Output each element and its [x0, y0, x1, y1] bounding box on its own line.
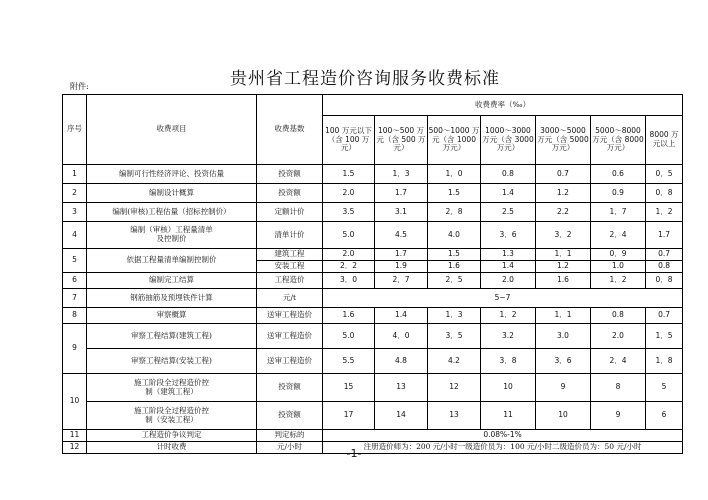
rate-cell: 1.6	[428, 261, 481, 273]
rate-cell: 1.4	[481, 184, 536, 203]
rate-cell: 0.7	[646, 249, 683, 261]
rate-cell: 2．4	[591, 222, 646, 249]
rate-cell: 12	[428, 374, 481, 402]
row-number: 11	[63, 430, 87, 442]
rate-cell: 2．4	[591, 349, 646, 374]
rate-cell: 0.7	[646, 308, 683, 324]
row-basis: 送审工程造价	[257, 308, 323, 324]
rate-cell: 4.8	[375, 349, 428, 374]
row-item: 审察工程结算(安装工程)	[87, 349, 257, 374]
rate-cell: 17	[323, 402, 375, 430]
rate-cell: 2.5	[481, 203, 536, 222]
rate-cell: 5.0	[323, 222, 375, 249]
attachment-label: 附件:	[70, 82, 89, 91]
rate-cell: 13	[428, 402, 481, 430]
rate-cell: 0.6	[591, 165, 646, 184]
row-number: 4	[63, 222, 87, 249]
rate-cell: 3．5	[428, 324, 481, 349]
rate-cell: 13	[375, 374, 428, 402]
rate-cell: 3．0	[323, 273, 375, 289]
merged-rate-cell: 5~7	[323, 289, 683, 308]
rate-cell: 1．3	[428, 308, 481, 324]
row-item: 工程造价争议判定	[87, 430, 257, 442]
rate-cell: 3．6	[481, 222, 536, 249]
rate-cell: 1.2	[536, 184, 591, 203]
rate-cell: 2．8	[428, 203, 481, 222]
rate-cell: 0.8	[591, 308, 646, 324]
rate-cell: 5.5	[323, 349, 375, 374]
header-basis: 收费基数	[257, 95, 323, 165]
rate-cell: 1.6	[323, 308, 375, 324]
row-number: 8	[63, 308, 87, 324]
rate-cell: 0．8	[646, 184, 683, 203]
row-item: 审察概算	[87, 308, 257, 324]
row-item: 依据工程量清单编制控制价	[87, 249, 257, 273]
rate-cell: 2．2	[323, 261, 375, 273]
tier-header: 100～500 万元（含 500 万元）	[375, 116, 428, 165]
row-number: 1	[63, 165, 87, 184]
rate-cell: 1.0	[591, 261, 646, 273]
row-item: 审察工程结算(建筑工程)	[87, 324, 257, 349]
rate-cell: 0.7	[536, 165, 591, 184]
rate-cell: 1.5	[428, 249, 481, 261]
rate-cell: 11	[481, 402, 536, 430]
rate-cell: 2.2	[536, 203, 591, 222]
row-number: 5	[63, 249, 87, 273]
rate-cell: 2.0	[323, 184, 375, 203]
rate-cell: 0．8	[646, 273, 683, 289]
table-row	[63, 430, 683, 442]
row-number: 7	[63, 289, 87, 308]
table-row	[63, 308, 683, 324]
rate-cell: 3.0	[536, 324, 591, 349]
rate-cell: 2.0	[481, 273, 536, 289]
rate-cell: 1.4	[481, 261, 536, 273]
row-number: 6	[63, 273, 87, 289]
rate-cell: 0．5	[646, 165, 683, 184]
rate-cell: 1.7	[375, 184, 428, 203]
rate-cell: 0.8	[646, 261, 683, 273]
rate-cell: 1.6	[536, 273, 591, 289]
row-basis: 清单计价	[257, 222, 323, 249]
fee-table	[62, 94, 683, 454]
table-row	[63, 374, 683, 402]
row-item: 计时收费	[87, 442, 257, 454]
rate-cell: 1.7	[646, 222, 683, 249]
row-basis: 工程造价	[257, 273, 323, 289]
rate-cell: 10	[536, 402, 591, 430]
row-item: 编制(审核)工程估量（招标控制价）	[87, 203, 257, 222]
table-row	[63, 273, 683, 289]
rate-cell: 5	[646, 374, 683, 402]
row-item: 编制可行性经济评论、投资估量	[87, 165, 257, 184]
rate-cell: 1.5	[428, 184, 481, 203]
rate-cell: 4.0	[428, 222, 481, 249]
rate-cell: 15	[323, 374, 375, 402]
row-basis: 送审工程造价	[257, 349, 323, 374]
row-basis: 元/小时	[257, 442, 323, 454]
rate-cell: 3．2	[536, 222, 591, 249]
rate-cell: 2．7	[375, 273, 428, 289]
rate-cell: 8	[591, 374, 646, 402]
row-item: 编制完工结算	[87, 273, 257, 289]
table-row	[63, 165, 683, 184]
table-row	[63, 402, 683, 430]
rate-cell: 9	[591, 402, 646, 430]
rate-cell: 4.2	[428, 349, 481, 374]
rate-cell: 14	[375, 402, 428, 430]
rate-cell: 0．9	[591, 249, 646, 261]
table-row	[63, 349, 683, 374]
table-row	[63, 249, 683, 261]
page-number: -1-	[346, 447, 362, 460]
row-basis: 投资额	[257, 184, 323, 203]
rate-cell: 0.9	[591, 184, 646, 203]
rate-cell: 3.1	[375, 203, 428, 222]
rate-cell: 4．0	[375, 324, 428, 349]
page-title: 贵州省工程造价咨询服务收费标准	[230, 69, 500, 89]
rate-cell: 2.0	[323, 249, 375, 261]
row-basis: 投资额	[257, 374, 323, 402]
rate-cell: 1．2	[591, 273, 646, 289]
header-item: 收费项目	[87, 95, 257, 165]
rate-cell: 1.9	[375, 261, 428, 273]
rate-cell: 1．7	[591, 203, 646, 222]
row-basis: 判定标的	[257, 430, 323, 442]
row-item: 钢筋抽筋及预埋铁件计算	[87, 289, 257, 308]
row-number: 12	[63, 442, 87, 454]
header-row	[63, 95, 683, 116]
rate-cell: 1．3	[375, 165, 428, 184]
rate-cell: 2．5	[428, 273, 481, 289]
tier-header: 500～1000 万元（含 1000 万元）	[428, 116, 481, 165]
row-basis: 投资额	[257, 402, 323, 430]
tier-header: 8000 万元以上	[646, 116, 683, 165]
header-rate-group: 收费费率（‰）	[323, 95, 683, 116]
row-item: 编制设计概算	[87, 184, 257, 203]
rate-cell: 4.5	[375, 222, 428, 249]
row-number: 2	[63, 184, 87, 203]
row-number: 10	[63, 374, 87, 430]
row-number: 9	[63, 324, 87, 374]
rate-cell: 1．5	[646, 324, 683, 349]
rate-cell: 1．2	[481, 308, 536, 324]
tier-header: 3000～5000 万元（含 5000 万元）	[536, 116, 591, 165]
rate-cell: 1．0	[428, 165, 481, 184]
rate-cell: 9	[536, 374, 591, 402]
rate-cell: 1．2	[646, 203, 683, 222]
row-basis: 安装工程	[257, 261, 323, 273]
row-basis: 投资额	[257, 165, 323, 184]
row-item: 施工阶段全过程造价控制（建筑工程）	[87, 374, 257, 402]
rate-cell: 1.7	[375, 249, 428, 261]
tier-header: 5000～8000 万元（含 8000 万元）	[591, 116, 646, 165]
table-row	[63, 203, 683, 222]
tier-header: 100 万元以下（含 100 万元）	[323, 116, 375, 165]
rate-cell: 6	[646, 402, 683, 430]
row-basis: 送审工程造价	[257, 324, 323, 349]
table-row	[63, 222, 683, 249]
row-basis: 定额计价	[257, 203, 323, 222]
merged-rate-cell: 0.08%-1%	[323, 430, 683, 442]
rate-cell: 3.2	[481, 324, 536, 349]
rate-cell: 0.8	[481, 165, 536, 184]
row-number: 3	[63, 203, 87, 222]
rate-cell: 5.0	[323, 324, 375, 349]
rate-cell: 3.5	[323, 203, 375, 222]
table-row	[63, 289, 683, 308]
table-row	[63, 184, 683, 203]
rate-cell: 1．1	[536, 308, 591, 324]
merged-rate-cell: 注册造价师为：200 元/小时一级造价员为：100 元/小时二级造价员为：50 元/小时	[323, 442, 683, 454]
row-item: 编制（审核）工程量清单及控制价	[87, 222, 257, 249]
row-item: 施工阶段全过程造价控制（安装工程）	[87, 402, 257, 430]
rate-cell: 1．8	[646, 349, 683, 374]
rate-cell: 10	[481, 374, 536, 402]
rate-cell: 1.2	[536, 261, 591, 273]
row-basis: 建筑工程	[257, 249, 323, 261]
header-seq: 序号	[63, 95, 87, 165]
rate-cell: 2.0	[591, 324, 646, 349]
rate-cell: 1.4	[375, 308, 428, 324]
rate-cell: 1.3	[481, 249, 536, 261]
tier-header: 1000～3000 万元（含 3000 万元）	[481, 116, 536, 165]
rate-cell: 3．6	[536, 349, 591, 374]
rate-cell: 1．1	[536, 249, 591, 261]
row-basis: 元/t	[257, 289, 323, 308]
table-row	[63, 324, 683, 349]
rate-cell: 1.5	[323, 165, 375, 184]
rate-cell: 3．8	[481, 349, 536, 374]
